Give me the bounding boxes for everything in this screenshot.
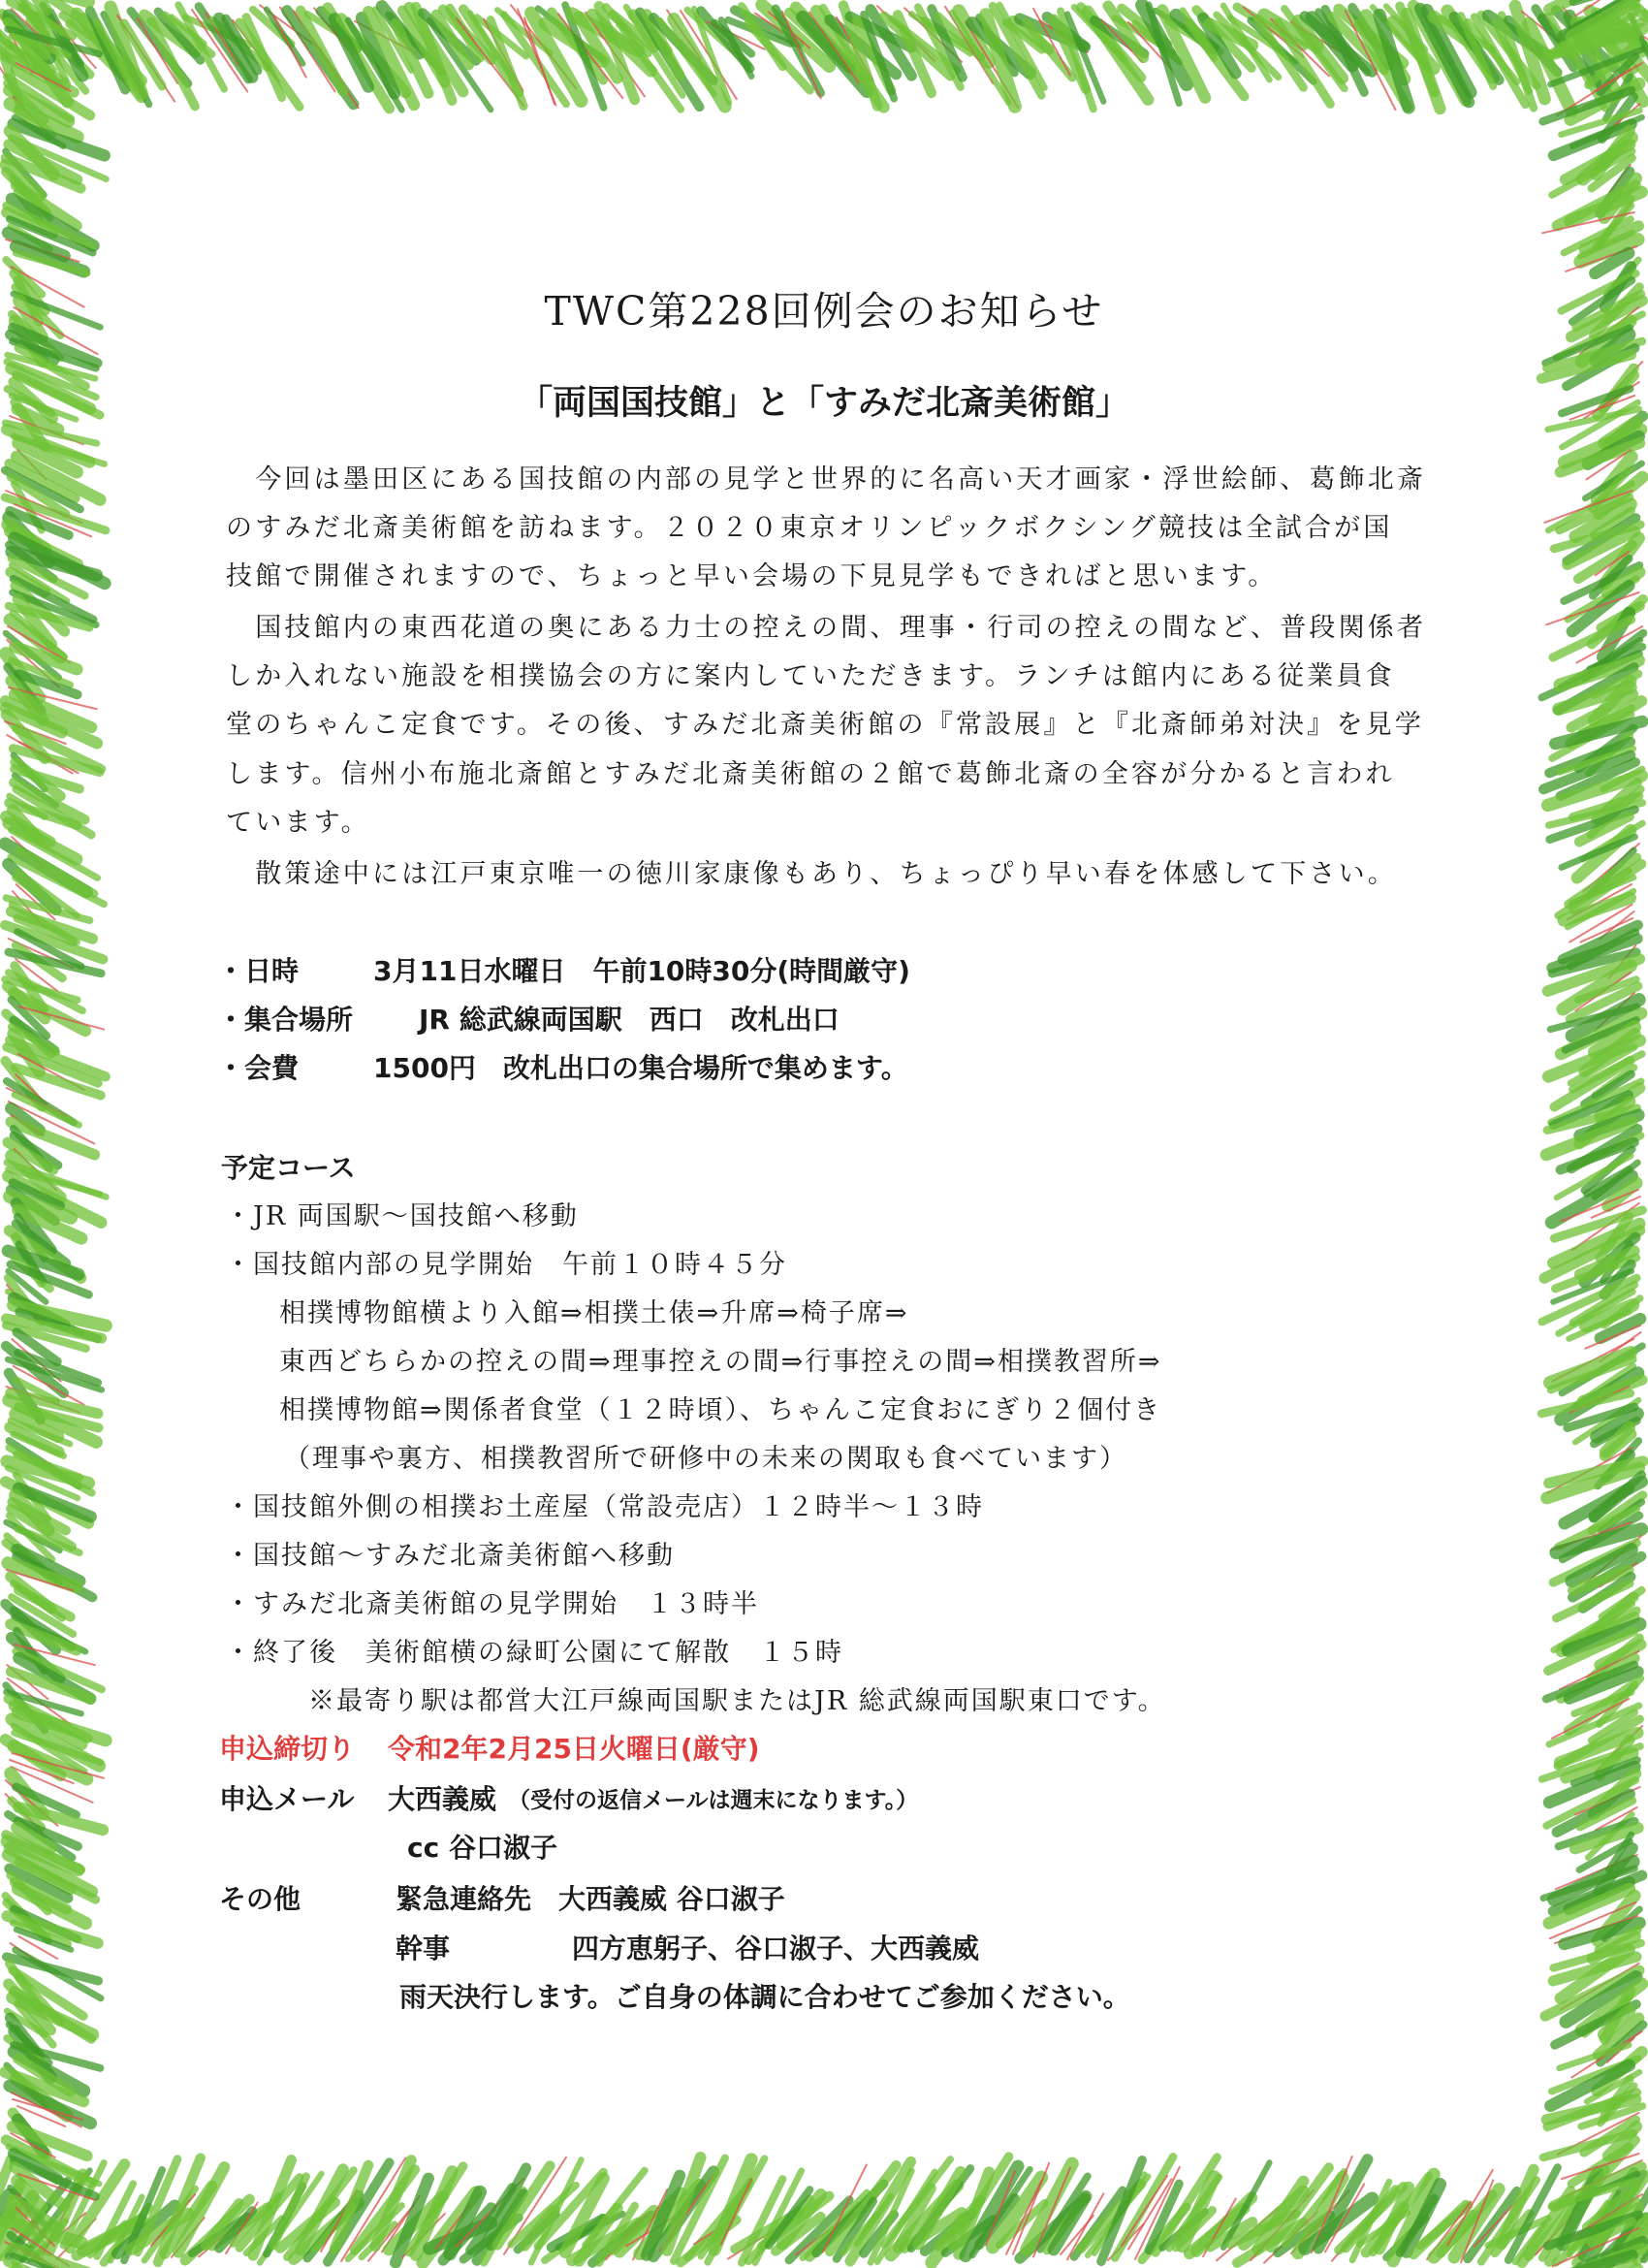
emergency-contact: 緊急連絡先 大西義威 谷口淑子 bbox=[396, 1883, 785, 1915]
body-line: のすみだ北斎美術館を訪ねます。２０２０東京オリンピックボクシング競技は全試合が国 bbox=[226, 513, 1393, 543]
body-line: 堂のちゃんこ定食です。その後、すみだ北斎美術館の『常設展』と『北斎師弟対決』を見学 bbox=[226, 710, 1425, 740]
place-label: ・集合場所 bbox=[217, 1004, 354, 1036]
mail-note: （受付の返信メールは週末になります。） bbox=[508, 1788, 919, 1813]
body-line: します。信州小布施北斎館とすみだ北斎美術館の２館で葛飾北斎の全容が分かると言われ bbox=[226, 759, 1395, 789]
body-line: 技館で開催されますので、ちょっと早い会場の下見見学もできればと思います。 bbox=[226, 561, 1278, 591]
deadline-value: 令和2年2月25日火曜日(厳守) bbox=[388, 1733, 760, 1765]
body-line: しか入れない施設を相撲協会の方に案内していただきます。ランチは館内にある従業員食 bbox=[226, 661, 1395, 691]
date-value: 3月11日水曜日 午前10時30分(時間厳守) bbox=[373, 955, 910, 987]
course-line: 東西どちらかの控えの間⇒理事控えの間⇒行事控えの間⇒相撲教習所⇒ bbox=[279, 1347, 1162, 1377]
course-line: （理事や裏方、相撲教習所で研修中の未来の関取も食べています） bbox=[284, 1444, 1127, 1474]
fee-value: 1500円 改札出口の集合場所で集めます。 bbox=[373, 1052, 908, 1084]
body-line: 国技館内の東西花道の奥にある力士の控えの間、理事・行司の控えの間など、普段関係者 bbox=[226, 613, 1427, 643]
course-line: 相撲博物館横より入館⇒相撲土俵⇒升席⇒椅子席⇒ bbox=[279, 1298, 909, 1328]
course-note: ※最寄り駅は都営大江戸線両国駅またはJR 総武線両国駅東口です。 bbox=[308, 1686, 1166, 1716]
body-line: 今回は墨田区にある国技館の内部の見学と世界的に名高い天才画家・浮世絵師、葛飾北斎 bbox=[226, 464, 1427, 495]
course-line: ・国技館外側の相撲お土産屋（常設売店）１２時半～１３時 bbox=[225, 1492, 984, 1522]
place-value: JR 総武線両国駅 西口 改札出口 bbox=[419, 1004, 840, 1036]
date-label: ・日時 bbox=[217, 955, 300, 987]
cc-value: cc 谷口淑子 bbox=[407, 1832, 557, 1864]
fee-label: ・会費 bbox=[217, 1052, 300, 1084]
mail-label: 申込メール bbox=[219, 1783, 355, 1815]
organizer-label: 幹事 bbox=[396, 1933, 451, 1965]
rain-note: 雨天決行します。ご自身の体調に合わせてご参加ください。 bbox=[399, 1981, 1130, 2013]
course-line: ・終了後 美術館横の緑町公園にて解散 １５時 bbox=[225, 1638, 843, 1668]
course-line: ・国技館～すみだ北斎美術館へ移動 bbox=[225, 1541, 675, 1571]
deadline-label: 申込締切り bbox=[219, 1733, 356, 1765]
other-label: その他 bbox=[219, 1883, 301, 1915]
body-line: ています。 bbox=[226, 808, 370, 838]
body-line: 散策途中には江戸東京唯一の徳川家康像もあり、ちょっぴり早い春を体感して下さい。 bbox=[226, 859, 1397, 889]
course-line: 相撲博物館⇒関係者食堂（１２時頃）、ちゃんこ定食おにぎり２個付き bbox=[279, 1395, 1162, 1425]
page-title: TWC第228回例会のお知らせ bbox=[544, 288, 1104, 335]
course-heading: 予定コース bbox=[221, 1152, 356, 1184]
page-subtitle: 「両国国技館」と「すみだ北斎美術館」 bbox=[518, 384, 1129, 423]
organizer-value: 四方恵躬子、谷口淑子、大西義威 bbox=[572, 1933, 980, 1965]
course-line: ・すみだ北斎美術館の見学開始 １３時半 bbox=[225, 1589, 759, 1619]
mail-value: 大西義威 bbox=[388, 1783, 497, 1815]
course-line: ・国技館内部の見学開始 午前１０時４５分 bbox=[225, 1250, 787, 1280]
course-line: ・JR 両国駅～国技館へ移動 bbox=[225, 1201, 579, 1231]
